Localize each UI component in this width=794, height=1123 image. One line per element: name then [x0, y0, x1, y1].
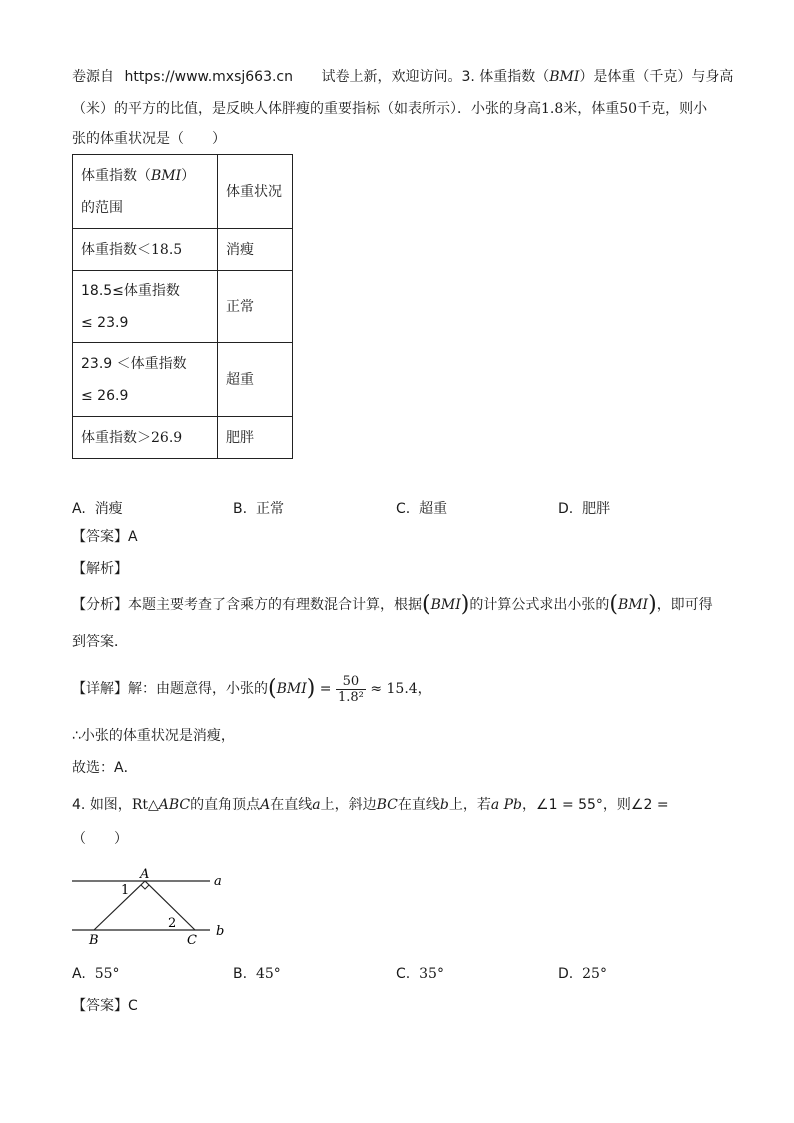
detail-label: 【详解】 [72, 681, 128, 697]
answer-value: C [128, 998, 138, 1014]
q3-weight: 50 [619, 101, 638, 117]
answer-label: 【答案】 [72, 998, 128, 1014]
status-cell: 肥胖 [218, 417, 293, 459]
q3-line2-text: （米）的平方的比值，是反映人体胖瘦的重要指标（如表所示）．小张的身高 [72, 101, 541, 117]
table-row: 体重指数＞26.9 肥胖 [73, 417, 293, 459]
source-url[interactable]: https://www.mxsj663.cn [124, 69, 293, 85]
q3-fenxi-line1: 【分析】本题主要考查了含乘方的有理数混合计算，根据(BMI)的计算公式求出小张的(BMI)，即可得 [72, 592, 713, 617]
table-header-status: 体重状况 [218, 155, 293, 229]
q3-stem-2: ）是体重（千克）与身高 [579, 69, 734, 85]
table-header-range: 体重指数（BMI） 的范围 [73, 155, 218, 229]
source-prefix: 卷源自 [72, 69, 114, 85]
q4-answer [72, 996, 138, 1016]
table-header-row [73, 155, 293, 229]
fenxi-label: 【分析】 [72, 597, 128, 613]
site-notice: 试卷上新，欢迎访问。 [321, 69, 462, 85]
q3-stem-1: 体重指数（ [479, 69, 550, 85]
q4-figure [68, 866, 238, 948]
right-angle-mark [141, 885, 149, 889]
q3-number: 3. [461, 69, 475, 85]
status-cell: 超重 [218, 343, 293, 417]
answer-label: 【答案】 [72, 529, 128, 545]
q3-detail: 【详解】解：由题意得，小张的(BMI) = $\frac{50}{\text{1.8²}}$ ≈ 15.4， [72, 673, 432, 705]
q3-option-c[interactable]: C. 超重 [396, 501, 448, 517]
table-row: 18.5≤体重指数 ≤ 23.9 正常 [73, 271, 293, 343]
label-A: A [140, 867, 150, 882]
answer-value: A [128, 529, 138, 545]
q3-bmi: BMI [549, 69, 580, 85]
q3-line3: 张的体重状况是（ ） [72, 131, 226, 147]
q4-option-c[interactable]: C. 35° [396, 966, 444, 982]
q3-height: 1.8 [541, 101, 564, 117]
q3-option-b[interactable]: B. 正常 [233, 501, 284, 517]
q4-line1: 4. 如图，Rt△ABC的直角顶点A在直线a上，斜边BC在直线b上，若a Pb，∠1 = 55°，则∠2 = [72, 797, 669, 813]
label-2: 2 [168, 916, 177, 931]
label-B: B [89, 933, 99, 948]
label-C: C [187, 933, 197, 948]
q4-option-a[interactable]: A. 55° [72, 966, 120, 982]
table-row: 体重指数＜18.5 消瘦 [73, 229, 293, 271]
q3-line1 [72, 67, 733, 87]
table-row: 23.9 ＜体重指数 ≤ 26.9 超重 [73, 343, 293, 417]
q3-line2-c: 千克，则小 [637, 101, 708, 117]
bmi-fraction: $\frac{50}{\text{1.8²}}$ [337, 673, 364, 705]
q4-option-b[interactable]: B. 45° [233, 966, 281, 982]
label-b: b [216, 924, 225, 939]
q3-option-d[interactable]: D. 肥胖 [558, 501, 611, 517]
q3-line2 [72, 99, 707, 119]
q3-answer [72, 527, 138, 547]
status-cell: 正常 [218, 271, 293, 343]
q3-fenxi-line2: 到答案． [72, 634, 128, 650]
segment-ab [94, 881, 145, 930]
q4-line2: （ ） [72, 831, 128, 847]
q3-therefore: ∴小张的体重状况是消瘦， [72, 728, 235, 744]
q3-analysis-label: 【解析】 [72, 561, 128, 577]
label-1: 1 [121, 883, 130, 898]
q3-choose: 故选：A． [72, 760, 138, 776]
q3-line2-b: 米，体重 [563, 101, 620, 117]
bmi-table [72, 154, 293, 459]
q4-option-d[interactable]: D. 25° [558, 966, 607, 982]
q3-option-a[interactable]: A. 消瘦 [72, 501, 123, 517]
label-a: a [214, 874, 222, 889]
status-cell: 消瘦 [218, 229, 293, 271]
